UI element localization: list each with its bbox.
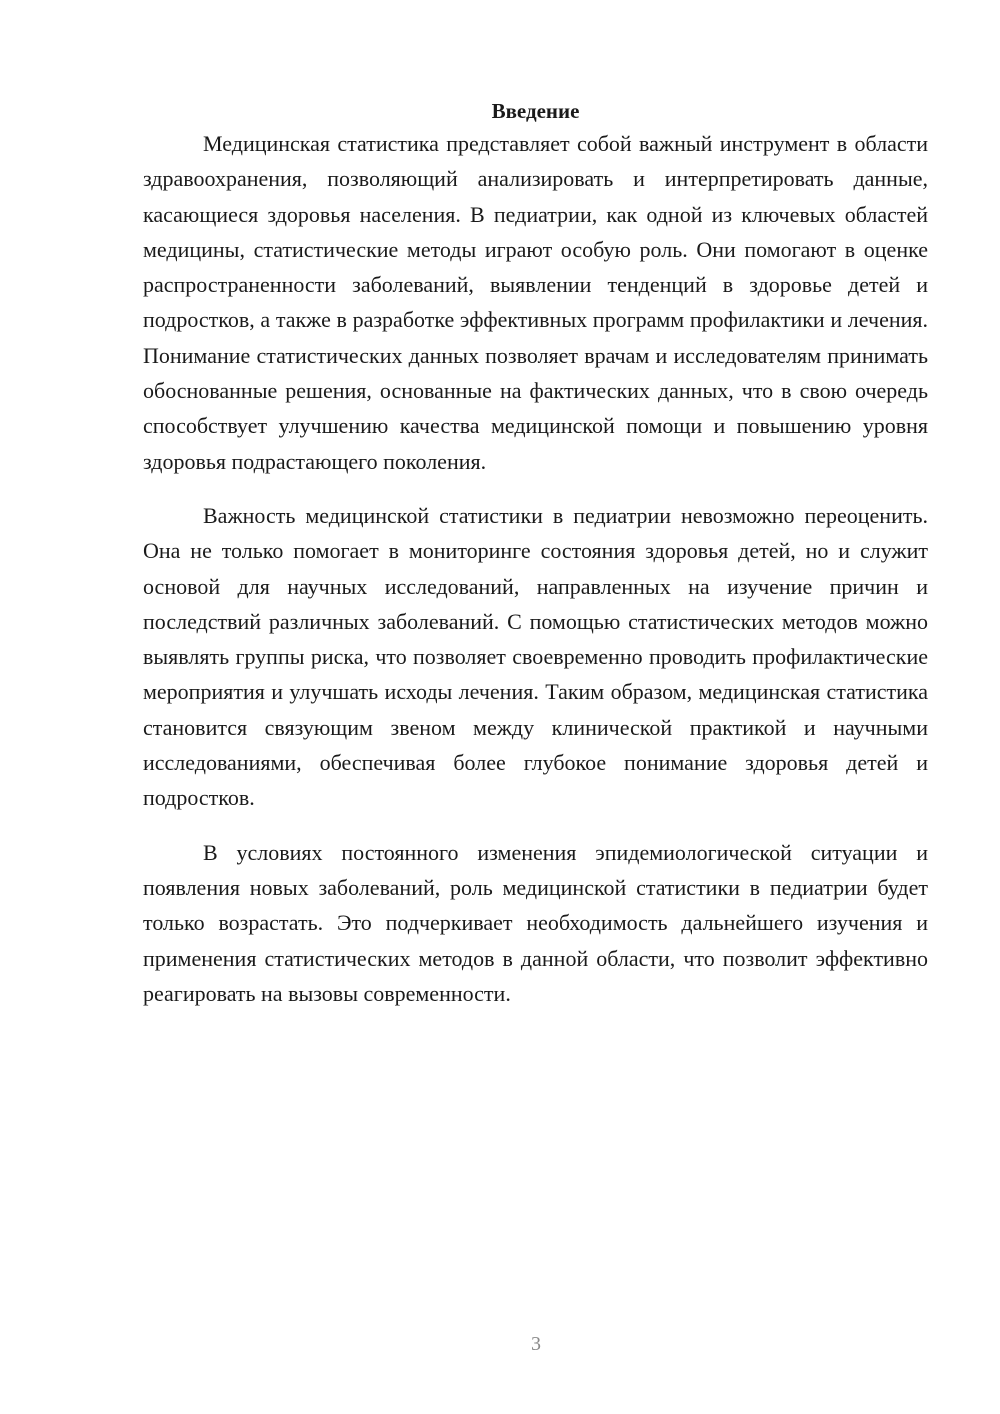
section-title: Введение xyxy=(491,99,580,123)
page-number: 3 xyxy=(531,1333,541,1355)
paragraph-1: Медицинская статистика представляет собой важный инструмент в области здравоохранения, позволяющий анализировать и интерпретировать данные, касающиеся здоровья населения. В педиатрии, как одной из ключевых областей медицины, статистические методы играют особую роль. Они помогают в оценке распространенности заболеваний, выявлении тенденций в здоровье детей и подростков, а также в разработке эффективных программ профилактики и лечения. Понимание статистических данных позволяет врачам и исследователям принимать обоснованные решения, основанные на фактических данных, что в свою очередь способствует улучшению качества медицинской помощи и повышению уровня здоровья подрастающего поколения. xyxy=(143,131,928,474)
page-content xyxy=(143,96,928,1011)
paragraph-3: В условиях постоянного изменения эпидемиологической ситуации и появления новых заболеваний, роль медицинской статистики в педиатрии будет только возрастать. Это подчеркивает необходимость дальнейшего изучения и применения статистических методов в данной области, что позволит эффективно реагировать на вызовы современности. xyxy=(143,839,928,1006)
paragraph-2: Важность медицинской статистики в педиатрии невозможно переоценить. Она не только помогает в мониторинге состояния здоровья детей, но и служит основой для научных исследований, направленных на изучение причин и последствий различных заболеваний. С помощью статистических методов можно выявлять группы риска, что позволяет своевременно проводить профилактические мероприятия и улучшать исходы лечения. Таким образом, медицинская статистика становится связующим звеном между клинической практикой и научными исследованиями, обеспечивая более глубокое понимание здоровья детей и подростков. xyxy=(143,502,928,811)
